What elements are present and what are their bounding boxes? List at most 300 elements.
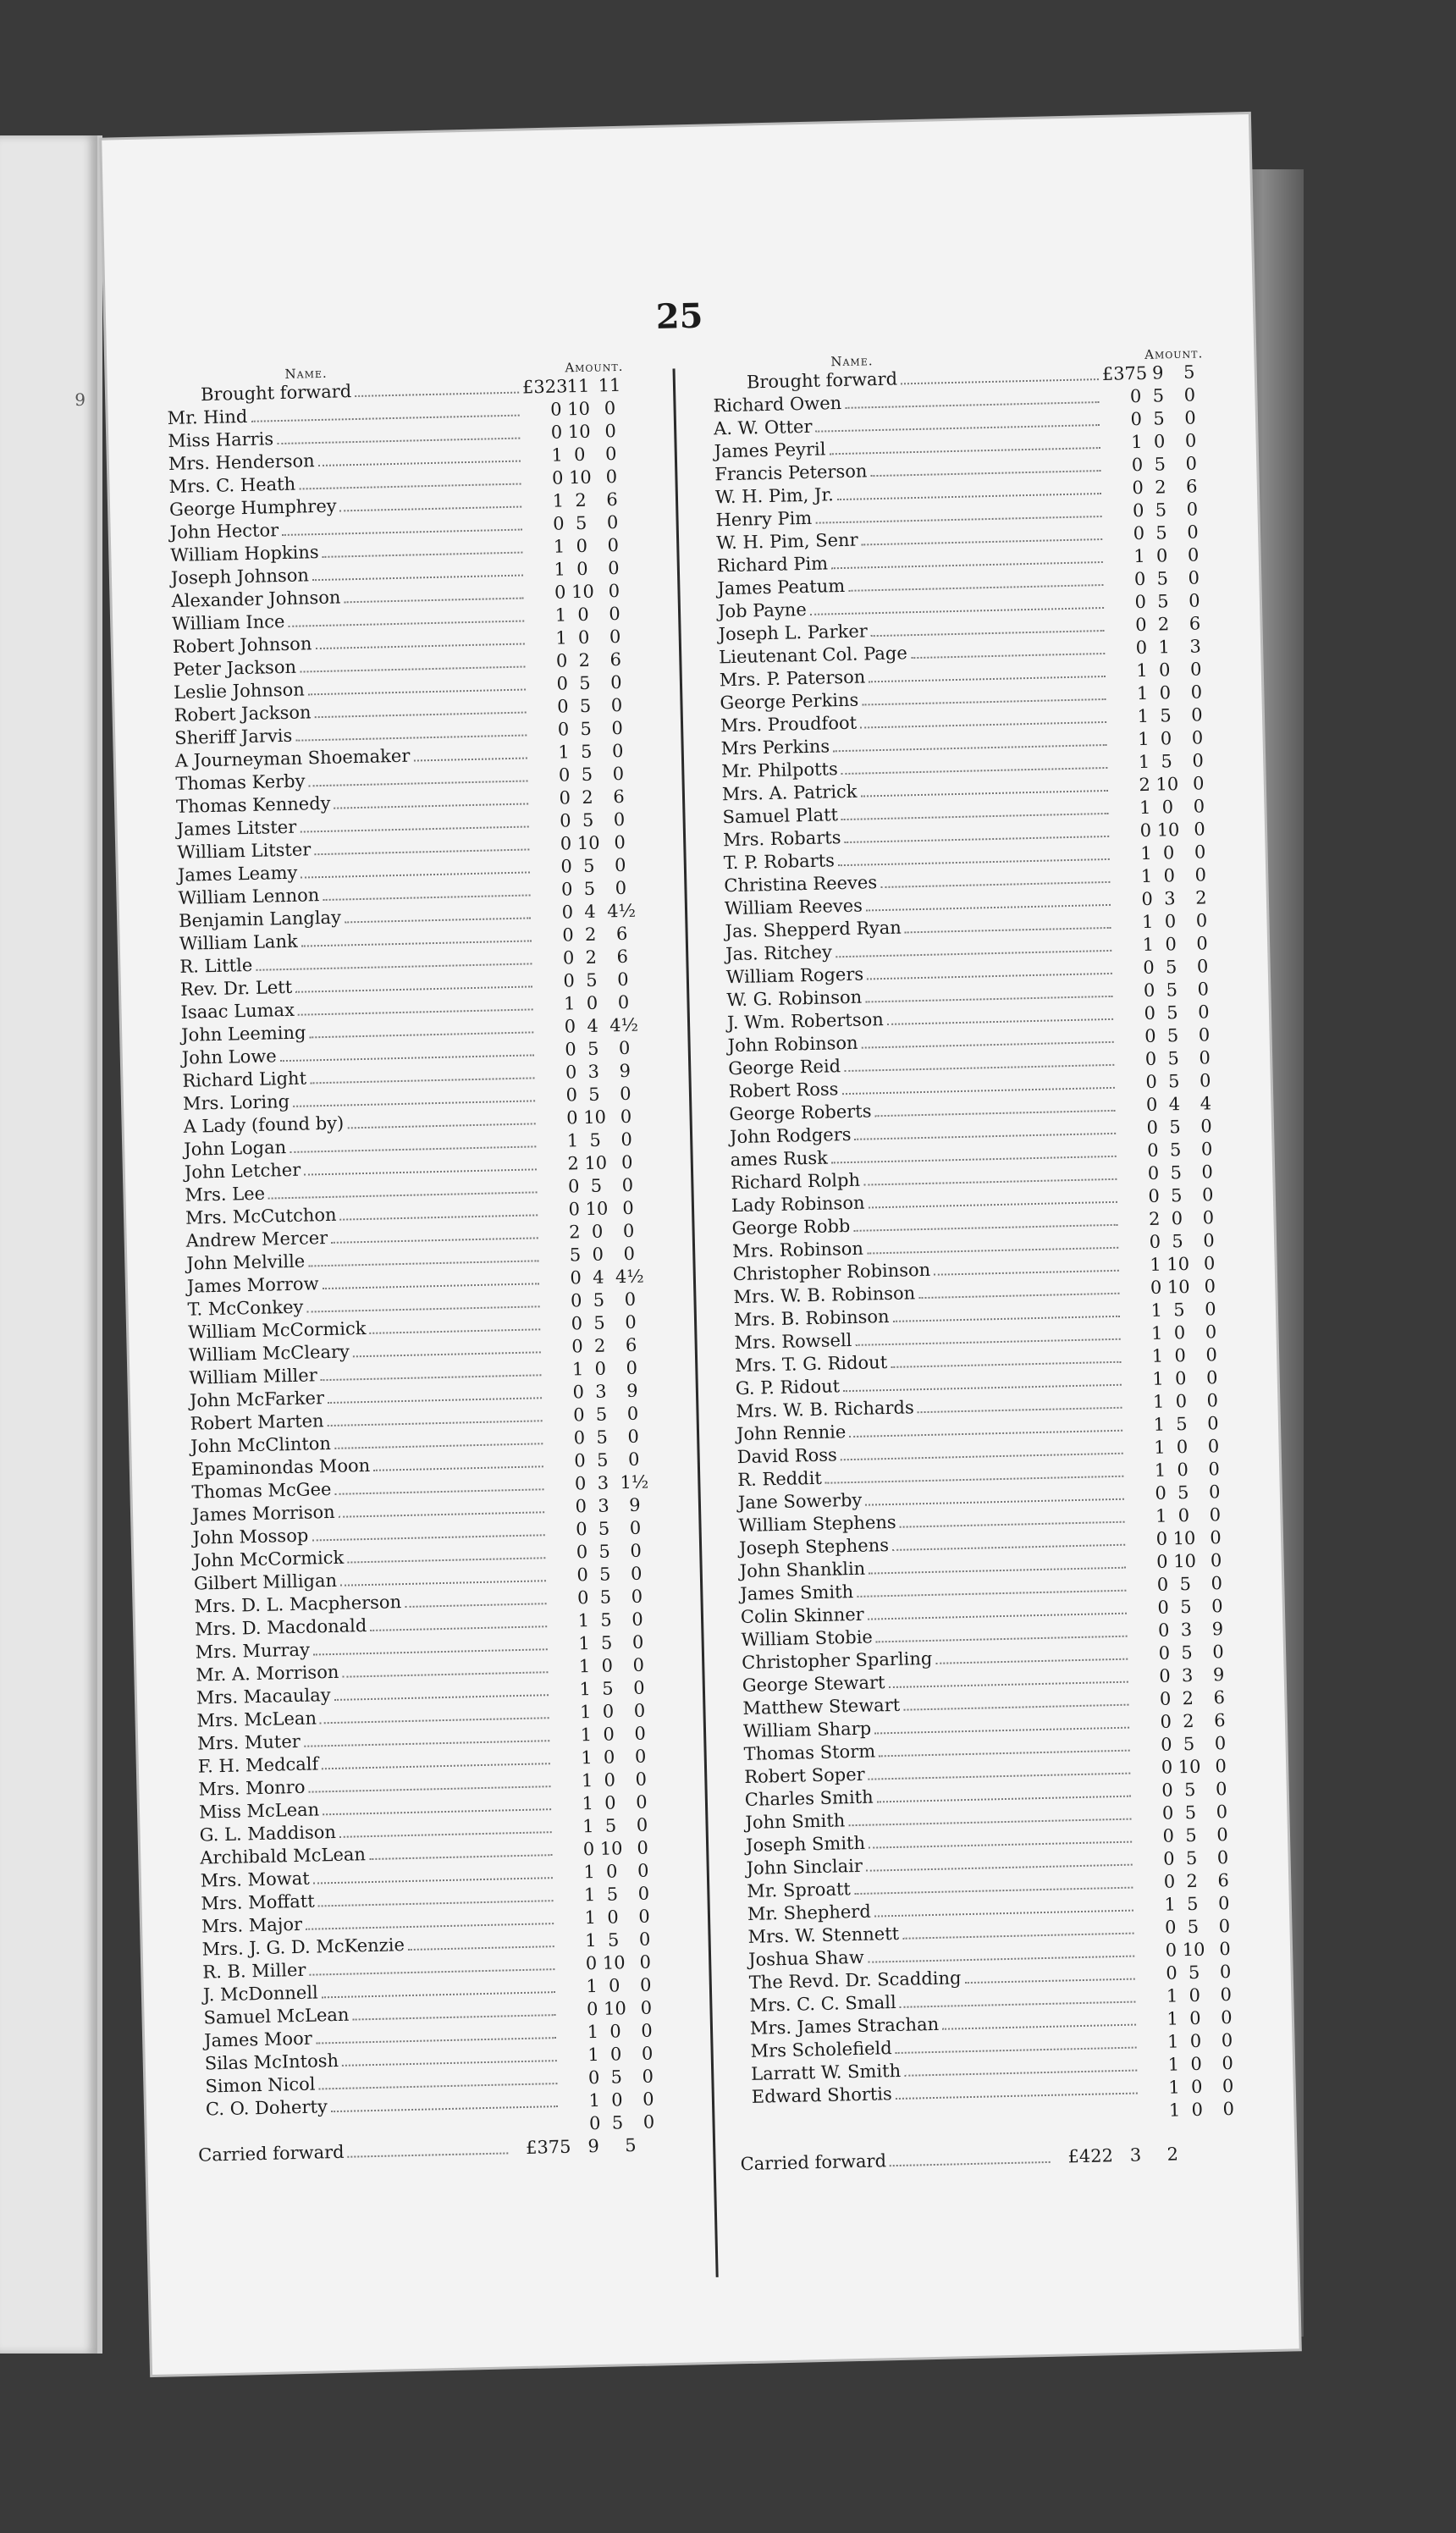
pence: 0 [642,2089,654,2110]
subscriber-name: John Robinson [727,1032,858,1057]
shillings: 0 [1160,728,1172,749]
pounds: 0 [1144,1048,1157,1070]
pounds: 0 [554,582,566,603]
shillings: 0 [576,535,588,557]
subscriber-name: Jas. Shepperd Ryan [725,917,902,942]
pounds: 1 [551,444,564,466]
pence: 0 [643,2111,655,2133]
subscriber-name: Mrs. Moffatt [201,1890,315,1914]
pence: 0 [629,1517,642,1538]
pounds: 0 [552,513,565,534]
subscriber-name: John McClinton [190,1432,332,1457]
shillings: 5 [1172,1300,1185,1321]
pounds: 0 [576,1542,588,1563]
subscriber-name: William Lank [179,930,298,954]
shillings: 10 [1166,1253,1190,1275]
shillings: 0 [1177,1459,1189,1481]
pence: 0 [634,1723,647,1744]
pence: 0 [609,626,621,648]
pounds: 1 [1151,1345,1164,1366]
subscriber-name: Mrs. B. Robinson [733,1305,890,1331]
pounds: 0 [1165,1940,1177,1961]
pounds: 0 [1157,1597,1170,1618]
pounds: 1 [578,1656,591,1677]
pence: 0 [1205,1344,1218,1366]
shillings: 0 [1171,1208,1183,1229]
pence: 0 [638,1929,651,1950]
pounds: 1 [554,559,566,580]
subscriber-name: A Lady (found by) [183,1112,345,1137]
pence: 0 [625,1311,637,1333]
pounds: 0 [1129,385,1142,407]
shillings: 10 [585,1198,609,1220]
pence: 0 [1199,1047,1211,1068]
subscriber-name: Henry Pim [715,507,813,531]
pence: 0 [626,1357,638,1379]
pounds: 1 [581,1770,593,1791]
pence: 0 [1200,1139,1213,1160]
pence: 0 [1221,2029,1233,2051]
pence: 0 [1222,2052,1234,2074]
pence: 0 [623,1243,636,1265]
shillings: 0 [1159,682,1172,704]
subscriber-name: W. H. Pim, Jr. [714,484,835,508]
pounds: 0 [564,1016,576,1037]
pounds: 0 [572,1404,585,1426]
pence: 0 [620,1151,633,1173]
pence: 0 [639,1951,652,1973]
pence: 0 [626,1403,639,1425]
subscriber-name: Richard Rolph [731,1169,861,1194]
shillings: 5 [1183,1733,1195,1755]
shillings: 9 [1151,362,1164,384]
shillings: 5 [589,1129,602,1151]
shillings: 5 [580,718,593,740]
pence: 0 [604,444,617,465]
subscriber-name: Miss McLean [198,1799,320,1823]
pence: 0 [637,1860,649,1881]
pence: 0 [1211,1573,1223,1594]
shillings: 5 [580,741,593,763]
subscriber-name: Mrs. Muter [196,1730,301,1754]
pounds: 0 [556,673,569,694]
shillings: 0 [608,1975,620,1996]
shillings: 0 [1153,431,1166,452]
subscriber-name: James Litster [176,816,297,840]
pence: 0 [1206,1390,1219,1411]
subscriber-name: Mrs. Henderson [168,450,315,475]
pence: 0 [1208,1482,1221,1503]
pence: 0 [638,1906,650,1927]
pounds: 0 [1150,1277,1162,1298]
subscriber-name: Isaac Lumax [180,999,295,1023]
pence: 0 [1184,430,1197,451]
pounds: 1 [1141,911,1154,933]
shillings: 0 [607,1907,619,1928]
pounds: 1 [584,1907,597,1929]
pounds: 0 [574,1450,587,1471]
left-rows [167,397,663,2144]
subscriber-name: Robert Ross [728,1079,839,1102]
carried-forward-label: Carried forward [197,2141,345,2166]
pounds: 0 [1143,957,1155,979]
pence: 0 [1193,796,1205,817]
pence: 5 [1183,361,1195,383]
shillings: 5 [1155,522,1168,544]
pounds: 1 [554,604,567,626]
pounds: 1 [1136,659,1149,682]
pence: 0 [604,398,616,419]
subscriber-name: James Smith [740,1581,854,1605]
pounds: 0 [567,1176,580,1197]
subscriber-name: Mrs. W. B. Richards [736,1397,915,1422]
pounds: 0 [1145,1071,1158,1093]
pounds: 1 [582,1816,594,1837]
pounds: £375 [525,2136,571,2158]
subscriber-name: Christopher Robinson [732,1259,931,1285]
shillings: 10 [1172,1550,1197,1572]
subscriber-name: Samuel McLean [203,2004,350,2028]
pounds: 1 [1168,2100,1181,2121]
subscriber-name: The Revd. Dr. Scadding [748,1967,962,1993]
subscriber-name: Mr. Shepherd [747,1901,872,1924]
pounds: 1 [1166,2008,1179,2029]
subscriber-name: Jas. Ritchey [725,941,833,965]
subscriber-name: F. H. Medcalf [197,1753,319,1777]
shillings: 0 [586,992,598,1013]
shillings: 5 [590,1175,603,1196]
pounds: 0 [1141,888,1154,910]
shillings: 5 [1181,1642,1194,1664]
pence: 0 [607,534,620,556]
pence: 0 [612,763,625,785]
pence: 0 [1204,1299,1216,1320]
shillings: 0 [577,626,590,648]
pence: 6 [625,1334,637,1356]
pounds: £375 [1101,362,1148,384]
pounds: 0 [1132,499,1144,522]
shillings: 0 [1176,1437,1189,1458]
shillings: 0 [1162,842,1175,864]
subscriber-name: Joseph L. Parker [718,621,869,645]
subscriber-name: Robert Jackson [174,702,312,726]
pence: 0 [622,1220,635,1242]
subscriber-name: Mrs. D. Macdonald [194,1615,367,1640]
subscriber-name: J. Wm. Robertson [726,1009,885,1034]
subscriber-name: John Melville [186,1250,306,1274]
pounds: 0 [574,1473,587,1494]
pence: 9 [1212,1664,1225,1686]
pounds: 0 [1149,1231,1161,1252]
pence: 0 [609,671,622,693]
pence: 0 [635,1769,648,1790]
shillings: 5 [604,1815,617,1836]
pence: 0 [604,421,617,442]
pence: 0 [1211,1596,1223,1617]
shillings: 10 [1156,820,1180,841]
shillings: 5 [1169,1140,1182,1161]
pence: 0 [1201,1184,1214,1206]
subscriber-name: Mrs. Loring [182,1090,290,1114]
pounds: 0 [565,1062,577,1083]
subscriber-name: Mrs. A. Patrick [721,781,858,805]
shillings: 3 [594,1381,607,1402]
pounds: 0 [1166,1962,1177,1984]
subscriber-name: Sheriff Jarvis [174,725,293,748]
shillings: 0 [594,1358,607,1379]
subscriber-name: James Leamy [177,862,298,886]
pounds: 0 [1133,568,1146,590]
pounds: 1 [1140,865,1153,887]
subscriber-name: R. B. Miller [202,1959,306,1983]
shillings: 10 [602,1952,626,1973]
pence: 0 [1212,1642,1225,1663]
pence: 0 [618,1037,631,1059]
pence: 0 [614,854,626,876]
shillings: 3 [1180,1619,1193,1641]
shillings: 10 [1182,1939,1205,1961]
pence: 0 [1185,453,1198,474]
pounds: 1 [1140,842,1152,864]
pounds: 0 [586,1998,598,2020]
shillings: 0 [1177,1504,1190,1526]
pounds: £422 [1067,2145,1114,2167]
pence: 9 [626,1380,638,1402]
pounds: 0 [568,1199,581,1220]
subscriber-name: Mrs. W. B. Robinson [733,1283,916,1308]
shillings: 5 [599,1587,612,1608]
pounds: 0 [1145,1094,1158,1116]
pounds: 1 [571,1359,584,1380]
pence: 0 [634,1746,647,1767]
shillings: 10 [599,1838,623,1859]
pounds: 1 [587,2044,599,2066]
pounds: 1 [1150,1254,1161,1275]
pence: 0 [1206,1413,1219,1434]
subscriber-name: John Sinclair [746,1855,863,1879]
shillings: 0 [1158,659,1171,681]
subscriber-name: John Logan [184,1137,287,1160]
shillings: 5 [1155,499,1167,521]
pence: 0 [1216,1847,1229,1868]
subscriber-name: John McCormick [193,1547,345,1571]
pence: 4½ [615,1266,644,1288]
subscriber-name: Lieutenant Col. Page [718,643,908,668]
pounds: 1 [1167,2054,1180,2075]
pence: 0 [1194,819,1205,840]
subscriber-name: W. G. Robinson [726,986,863,1011]
pence: 0 [619,1083,631,1105]
subscriber-name: John Leeming [180,1022,306,1046]
pounds: 0 [588,2112,601,2134]
subscriber-name: Mrs. C. C. Small [749,1991,896,2016]
pounds: £323 [521,376,568,398]
pence: 0 [617,991,630,1013]
subscriber-name: William Reeves [724,895,863,919]
subscriber-name: Mrs. Robinson [731,1238,864,1262]
pence: 0 [1195,910,1208,931]
pence: 0 [1201,1162,1214,1183]
shillings: 5 [1169,1117,1181,1138]
pounds: 0 [1131,454,1144,476]
shillings: 5 [1154,454,1166,475]
pounds: 1 [588,2089,601,2111]
shillings: 5 [593,1289,605,1311]
subscriber-name: Edward Shortis [751,2083,893,2107]
pounds: 1 [583,1885,596,1906]
pounds: 0 [549,399,562,420]
pounds: 1 [555,627,567,648]
shillings: 2 [1154,477,1166,498]
pounds: 0 [1159,1688,1172,1709]
subscriber-name: Gilbert Milligan [193,1570,338,1594]
shillings: 0 [1163,865,1176,886]
pence: 0 [1205,1367,1218,1388]
shillings: 0 [1174,1345,1187,1366]
pounds: 1 [1137,705,1150,727]
pounds: 1 [584,1930,597,1951]
pence: 0 [1214,1733,1227,1754]
pence: 0 [1187,522,1200,543]
shillings: 5 [1160,705,1172,726]
shillings: 5 [1179,1596,1192,1618]
subscriber-name: Mrs. McLean [196,1708,317,1731]
pounds: 1 [1168,2077,1181,2098]
shillings: 0 [601,1655,614,1676]
pence: 6 [1213,1710,1226,1731]
pence: 0 [1184,407,1196,428]
pounds: 5 [569,1244,582,1266]
pounds: 1 [1139,797,1151,819]
shillings: 0 [610,2089,623,2111]
subscriber-name: William Litster [177,839,312,863]
pence: 0 [1196,956,1209,977]
pounds: 0 [1133,522,1145,544]
subscriber-name: Mrs. P. Paterson [719,666,866,691]
subscriber-name: Matthew Stewart [742,1694,901,1719]
shillings: 10 [1155,774,1179,795]
adjacent-page-sliver [0,135,102,2354]
shillings: 10 [603,1998,627,2019]
subscriber-name: Leslie Johnson [173,679,306,703]
pence: 0 [627,1426,640,1448]
pence: 0 [610,694,623,716]
shillings: 3 [597,1472,609,1493]
pence: 0 [1210,1527,1222,1548]
row-name: Brought forward [746,368,898,393]
shillings: 5 [1165,957,1177,978]
pounds: 0 [1163,1871,1176,1892]
pounds: 0 [576,1587,589,1609]
pence: 6 [606,488,618,510]
shillings: 5 [1188,1962,1200,1984]
pounds: 0 [562,947,575,968]
subscriber-name: James Morrison [191,1501,335,1526]
subscriber-name: C. O. Doherty [205,2096,328,2120]
subscriber-name: Charles Smith [744,1786,874,1810]
shillings: 5 [582,809,594,831]
subscriber-name: Richard Pim [716,553,829,577]
pounds: 0 [558,764,571,786]
pounds: 0 [576,1564,589,1586]
subscriber-name: Joseph Smith [745,1832,866,1856]
shillings: 0 [1175,1391,1188,1412]
pence: 0 [1222,2098,1235,2120]
subscriber-name: Mrs. Murray [195,1639,311,1663]
pounds: 0 [1155,1551,1168,1572]
shillings: 5 [596,1449,609,1471]
subscriber-name: Joseph Johnson [170,565,310,588]
shillings: 2 [585,946,598,968]
pounds: 1 [580,1725,593,1746]
shillings: 10 [1172,1527,1196,1549]
pence: 0 [633,1700,646,1721]
subscriber-name: Mrs. J. G. D. McKenzie [201,1934,405,1960]
pence: 0 [620,1129,633,1151]
shillings: 4 [592,1266,604,1288]
shillings: 0 [603,1724,615,1745]
pence: 0 [1188,567,1200,588]
pounds: 0 [575,1519,587,1540]
shillings: 5 [575,512,587,534]
pence: 0 [1215,1779,1227,1800]
pence: 0 [605,466,618,488]
pence: 6 [1185,476,1198,497]
subscriber-name: James Peatum [717,575,846,599]
pence: 0 [627,1449,640,1471]
pence: 0 [1194,842,1206,863]
pence: 4½ [609,1014,639,1036]
subscriber-name: Mr. Sproatt [747,1879,852,1901]
shillings: 5 [598,1564,611,1585]
pounds: 0 [556,696,569,717]
subscriber-name: A. W. Otter [713,416,813,439]
subscriber-name: Mr. Philpotts [721,759,838,782]
pence: 0 [1220,2006,1233,2028]
subscriber-name: Christopher Sparling [741,1647,933,1674]
subscriber-name: John Mossop [192,1525,309,1548]
pence: 0 [622,1197,634,1219]
pence: 0 [1203,1253,1216,1274]
shillings: 10 [1177,1756,1201,1778]
shillings: 5 [579,695,592,717]
shillings: 0 [1189,1984,1201,2006]
subscriber-name: ames Rusk [730,1147,829,1171]
pence: 9 [1211,1619,1224,1640]
pounds: 0 [1139,820,1152,842]
pounds: 0 [1161,1780,1174,1801]
shillings: 2 [1186,1870,1199,1892]
pence: 0 [609,603,621,625]
pounds: 1 [582,1793,594,1814]
shillings: 2 [593,1335,606,1356]
pence: 0 [637,1883,650,1904]
subscriber-name: George Roberts [729,1101,872,1125]
pence: 0 [620,1106,632,1128]
subscriber-name: Mrs. Macaulay [196,1685,331,1708]
pounds: 0 [1158,1642,1171,1664]
shillings: 0 [592,1244,604,1265]
shillings: 5 [606,1884,619,1905]
subscriber-name: J. McDonnell [202,1982,318,2006]
pence: 0 [624,1289,637,1311]
pounds: 0 [570,1267,582,1289]
subscriber-name: G. L. Maddison [199,1821,337,1846]
pounds: 0 [1155,1482,1167,1504]
pounds: 0 [1144,1002,1156,1024]
shillings: 5 [600,1609,612,1631]
pounds: 1 [581,1747,593,1769]
